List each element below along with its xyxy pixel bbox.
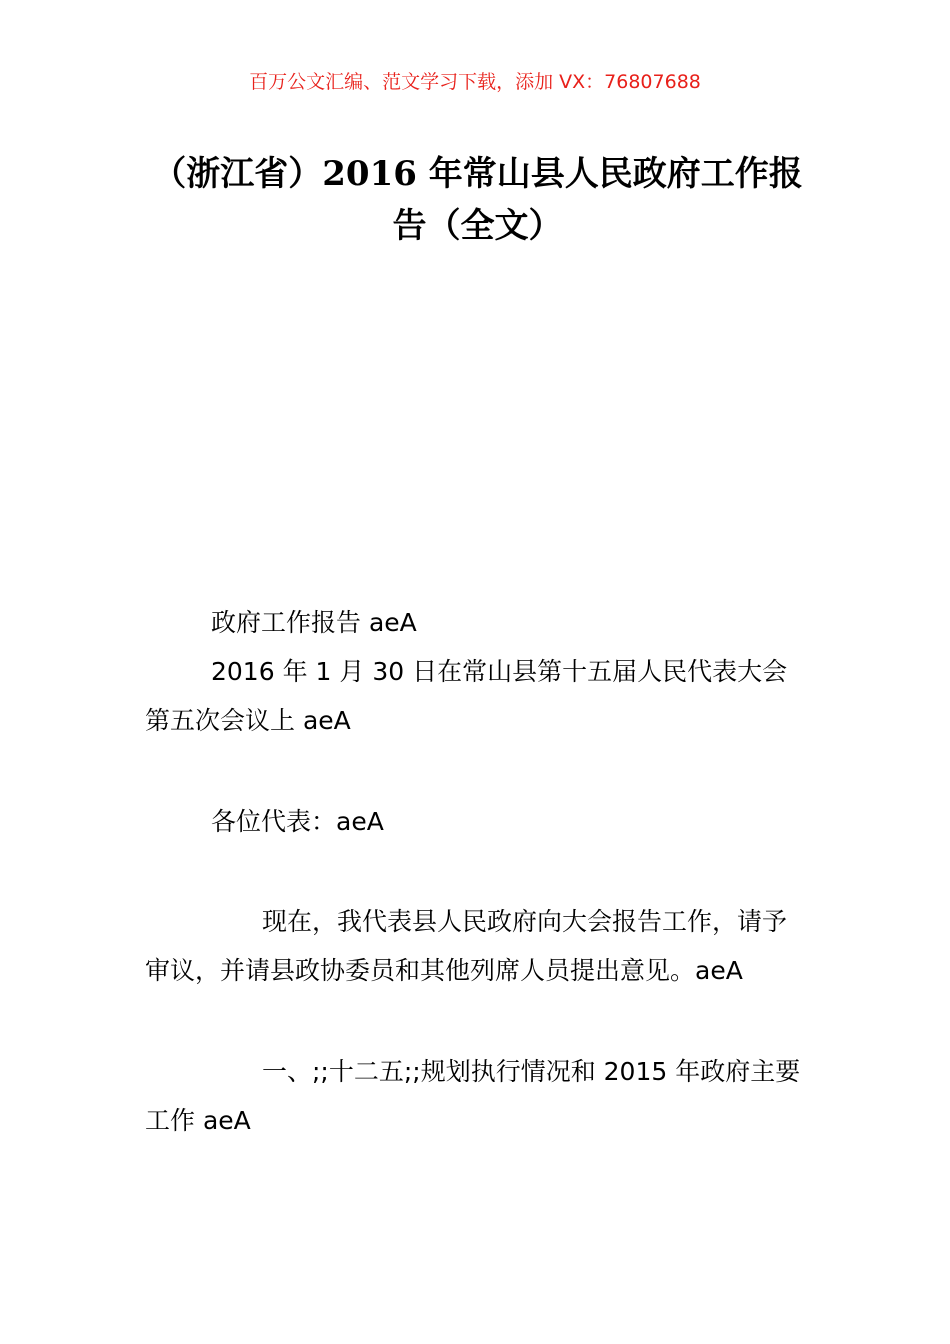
header-note: 百万公文汇编、范文学习下载，添加 VX：76807688: [249, 71, 701, 93]
paragraph-line: 各位代表：aeA: [211, 807, 384, 836]
paragraph-line: 现在，我代表县人民政府向大会报告工作，请予: [262, 907, 788, 936]
paragraph-report-heading: [145, 598, 810, 745]
paragraph-line: 一、;;十二五;;规划执行情况和 2015 年政府主要: [262, 1057, 801, 1086]
title-line: （浙江省）2016 年常山县人民政府工作报: [152, 154, 803, 194]
paragraph-line: 政府工作报告 aeA: [211, 608, 417, 637]
paragraph-section-one: [145, 1047, 810, 1145]
paragraph-intro: [145, 897, 810, 995]
paragraph-line: 2016 年 1 月 30 日在常山县第十五届人民代表大会: [211, 657, 788, 686]
paragraph-salutation: [145, 797, 810, 846]
document-title: [145, 148, 810, 252]
paragraph-line: 工作 aeA: [145, 1106, 251, 1135]
paragraph-line: 第五次会议上 aeA: [145, 706, 351, 735]
paragraph-line: 审议，并请县政协委员和其他列席人员提出意见。aeA: [145, 956, 743, 985]
title-line: 告（全文）: [392, 206, 563, 246]
